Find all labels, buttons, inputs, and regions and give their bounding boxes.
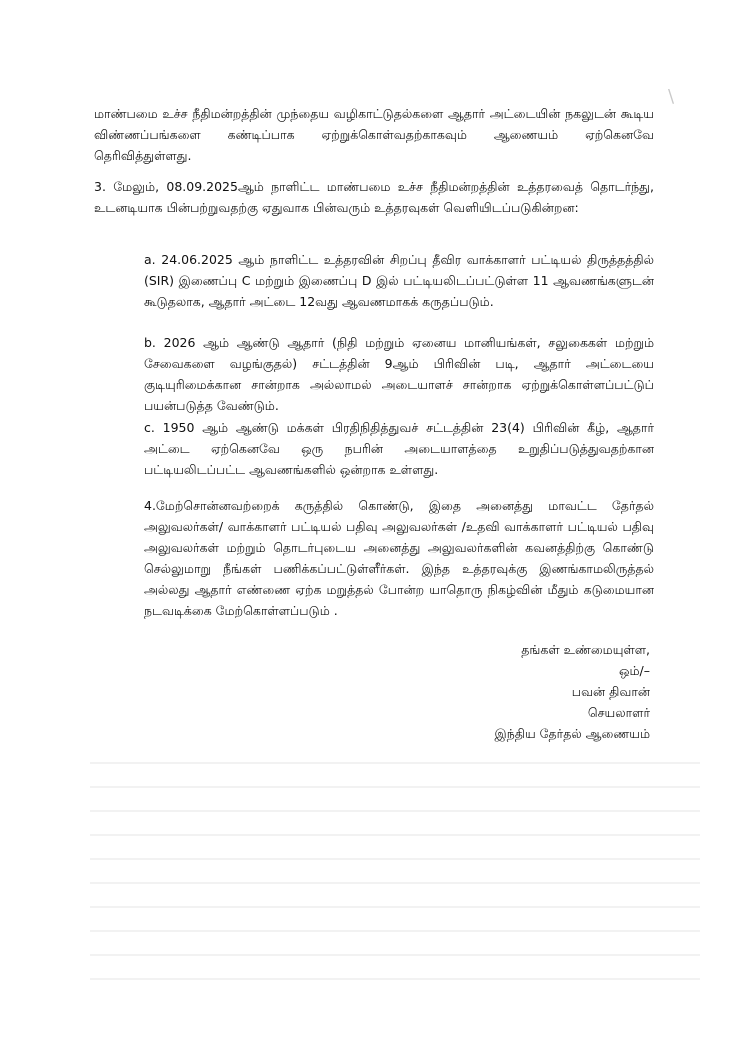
bleed-line	[90, 906, 700, 908]
order-item-a: a. 24.06.2025 ஆம் நாளிட்ட உத்தரவின் சிறப்பு தீவிர வாக்காளர் பட்டியல் திருத்தத்தில் (SIR) இணைப்பு C மற்றும் இணைப்பு D இல் பட்டியலிடப்பட்டுள்ள 11 ஆவணங்களுடன் கூடுதலாக, ஆதார் அட்டை 12வது ஆவணமாகக் கருதப்படும்.	[144, 252, 654, 309]
bleed-through-area	[90, 762, 700, 1032]
bleed-line	[90, 978, 700, 980]
bleed-line	[90, 834, 700, 836]
bleed-line	[90, 930, 700, 932]
signed-line: ஒம்/–	[619, 663, 650, 678]
paragraph-3: 3. மேலும், 08.09.2025ஆம் நாளிட்ட மாண்பமை உச்ச நீதிமன்றத்தின் உத்தரவைத் தொடர்ந்து, உடனடியாக பின்பற்றுவதற்கு ஏதுவாக பின்வரும் உத்தரவுகள் வெளியிடப்படுகின்றன:	[94, 179, 654, 215]
bleed-line	[90, 882, 700, 884]
order-item-b: b. 2026 ஆம் ஆண்டு ஆதார் (நிதி மற்றும் ஏனைய மானியங்கள், சலுகைகள் மற்றும் சேவைகளை வழங்குதல்) சட்டத்தின் 9ஆம் பிரிவின் படி, ஆதார் அட்டையை குடியுரிமைக்கான சான்றாக அல்லாமல் அடையாளச் சான்றாக ஏற்றுக்கொள்ளப்பட்டுப் பயன்படுத்த வேண்டும்.	[144, 335, 654, 413]
signature-block	[400, 639, 650, 744]
signatory-name: பவன் திவான்	[571, 684, 650, 699]
bleed-line	[90, 762, 700, 764]
bleed-line	[90, 954, 700, 956]
closing-line: தங்கள் உண்மையுள்ள,	[521, 642, 650, 657]
bleed-line	[90, 810, 700, 812]
bleed-line	[90, 786, 700, 788]
signatory-organization: இந்திய தேர்தல் ஆணையம்	[494, 726, 650, 741]
bleed-line	[90, 858, 700, 860]
signatory-designation: செயலாளர்	[587, 705, 650, 720]
corner-mark: \	[668, 86, 675, 107]
paragraph-4: 4.மேற்சொன்னவற்றைக் கருத்தில் கொண்டு, இதை அனைத்து மாவட்ட தேர்தல் அலுவலர்கள்/ வாக்காளர் பட்டியல் பதிவு அலுவலர்கள் /உதவி வாக்காளர் பட்டியல் பதிவு அலுவலர்கள் மற்றும் தொடர்புடைய அனைத்து அலுவலர்களின் கவனத்திற்கு கொண்டு செல்லுமாறு நீங்கள் பணிக்கப்பட்டுள்ளீர்கள். இந்த உத்தரவுக்கு இணங்காமலிருத்தல் அல்லது ஆதார் எண்ணை ஏற்க மறுத்தல் போன்ற யாதொரு நிகழ்வின் மீதும் கடுமையான நடவடிக்கை மேற்கொள்ளப்படும் .	[144, 498, 654, 618]
order-item-c: c. 1950 ஆம் ஆண்டு மக்கள் பிரதிநிதித்துவச் சட்டத்தின் 23(4) பிரிவின் கீழ், ஆதார் அட்டை ஏற்கெனவே ஒரு நபரின் அடையாளத்தை உறுதிப்படுத்துவதற்கான பட்டியலிடப்பட்ட ஆவணங்களில் ஒன்றாக உள்ளது.	[144, 420, 654, 477]
paragraph-intro: மாண்பமை உச்ச நீதிமன்றத்தின் முந்தைய வழிகாட்டுதல்களை ஆதார் அட்டையின் நகலுடன் கூடிய விண்ணப்பங்களை கண்டிப்பாக ஏற்றுக்கொள்வதற்காகவும் ஆணையம் ஏற்கெனவே தெரிவித்துள்ளது.	[94, 106, 654, 163]
